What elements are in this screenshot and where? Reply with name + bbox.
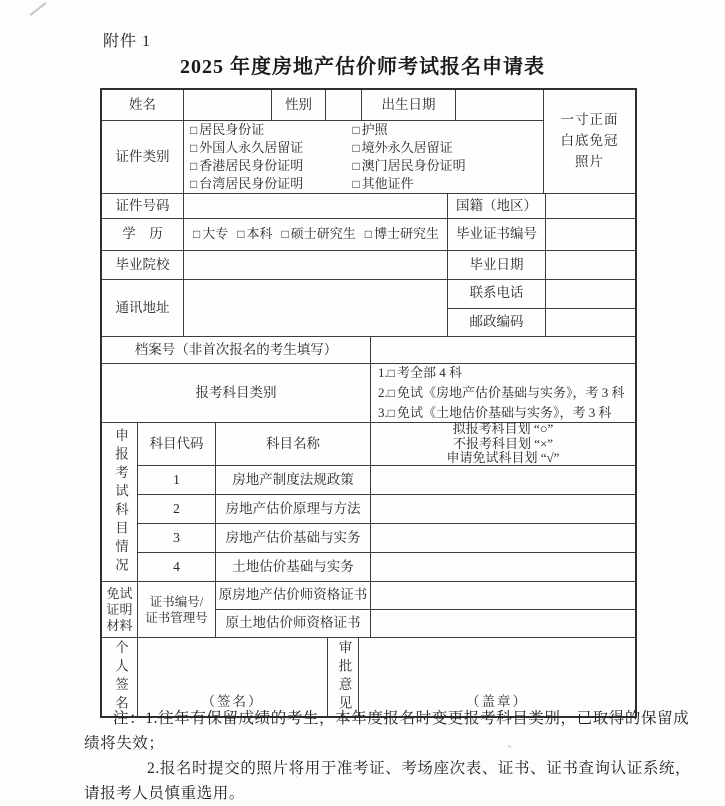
id-number-value-cell bbox=[184, 194, 448, 218]
exemption-row bbox=[216, 582, 635, 610]
phone-label: 联系电话 bbox=[448, 280, 546, 308]
id-option-label: 其他证件 bbox=[361, 176, 414, 191]
id-type-options-cell bbox=[184, 121, 543, 193]
archive-row bbox=[102, 337, 635, 364]
id-option-label: 香港居民身份证明 bbox=[199, 158, 304, 173]
attachment-label: 附件 1 bbox=[103, 33, 152, 50]
edu-option-label: 博士研究生 bbox=[374, 226, 440, 242]
subject-row bbox=[138, 495, 635, 524]
category-label: 报考科目类别 bbox=[102, 364, 371, 422]
certificate-number-line: 证书编号/ bbox=[149, 594, 204, 609]
exemption-cert-value-cell bbox=[371, 610, 635, 637]
address-label: 通讯地址 bbox=[102, 280, 184, 336]
id-number-label: 证件号码 bbox=[102, 194, 184, 218]
photo-box-line: 白底免冠 bbox=[560, 133, 619, 149]
id-type-row bbox=[102, 121, 543, 193]
education-row bbox=[102, 219, 635, 251]
birth-date-value-cell bbox=[456, 90, 543, 120]
footer-notes bbox=[84, 706, 702, 806]
checkbox-icon: □ bbox=[387, 366, 395, 380]
option-prefix: 2. bbox=[378, 385, 388, 400]
subject-name: 房地产估价原理与方法 bbox=[216, 495, 371, 523]
marking-note-line: 拟报考科目划 “○” bbox=[452, 421, 554, 437]
marking-note-line: 申请免试科目划 “√” bbox=[446, 450, 560, 466]
subject-code: 4 bbox=[138, 553, 216, 581]
subject-name: 土地估价基础与实务 bbox=[216, 553, 371, 581]
phone-row bbox=[448, 280, 635, 309]
exemption-side-line: 证明 bbox=[106, 601, 133, 617]
id-number-row bbox=[102, 194, 635, 219]
category-option-exempt-land bbox=[378, 403, 612, 423]
id-option-label: 境外永久居留证 bbox=[361, 140, 453, 155]
edu-option-college bbox=[193, 226, 228, 242]
school-label: 毕业院校 bbox=[102, 251, 184, 279]
checkbox-icon: □ bbox=[352, 141, 360, 155]
school-value-cell bbox=[184, 251, 448, 279]
subject-mark-cell bbox=[371, 553, 635, 581]
id-option-label: 澳门居民身份证明 bbox=[361, 158, 466, 173]
id-option-label: 护照 bbox=[361, 122, 388, 137]
signature-hint: （签名） bbox=[201, 694, 264, 710]
subject-name: 房地产估价基础与实务 bbox=[216, 524, 371, 552]
id-option-taiwan bbox=[190, 175, 352, 193]
certificate-number-label bbox=[138, 582, 216, 637]
edu-option-label: 大专 bbox=[202, 226, 229, 242]
subjects-side-label: 申报考试科目情况 bbox=[102, 423, 138, 581]
stamp-hint: （盖章） bbox=[466, 694, 528, 710]
edu-option-bachelor bbox=[237, 226, 272, 242]
subject-code-header: 科目代码 bbox=[138, 423, 216, 465]
edu-option-doctor bbox=[365, 226, 439, 242]
subject-marking-note bbox=[371, 423, 635, 465]
option-label: 免试《房地产估价基础与实务》，考 3 科 bbox=[397, 385, 625, 400]
checkbox-icon: □ bbox=[190, 141, 198, 155]
postcode-value-cell bbox=[546, 309, 635, 337]
approval-opinion-label: 审批意见 bbox=[328, 638, 359, 716]
id-option-overseas-permanent bbox=[352, 139, 543, 157]
exemption-cert-label: 原房地产估价师资格证书 bbox=[216, 582, 371, 609]
archive-label: 档案号（非首次报名的考生填写） bbox=[102, 337, 371, 363]
exemption-cert-label: 原土地估价师资格证书 bbox=[216, 610, 371, 637]
checkbox-icon: □ bbox=[364, 227, 373, 242]
certificate-number-line: 证书管理号 bbox=[145, 610, 208, 625]
subject-row bbox=[138, 466, 635, 495]
id-option-foreign-permanent bbox=[190, 139, 352, 157]
option-label: 免试《土地估价基础与实务》，考 3 科 bbox=[397, 405, 612, 420]
category-option-all-four bbox=[378, 363, 462, 383]
address-value-cell bbox=[184, 280, 448, 336]
grad-date-value-cell bbox=[546, 251, 635, 279]
birth-date-label: 出生日期 bbox=[362, 90, 456, 120]
subject-code: 3 bbox=[138, 524, 216, 552]
option-prefix: 1. bbox=[378, 365, 388, 380]
postcode-row bbox=[448, 309, 635, 337]
note-2: 2.报名时提交的照片将用于准考证、考场座次表、证书、证书查询认证系统，请报考人员慎重选用。 bbox=[84, 760, 692, 802]
subject-code: 1 bbox=[138, 466, 216, 494]
photo-box-line: 照片 bbox=[575, 153, 604, 169]
id-option-hongkong bbox=[190, 157, 352, 175]
photo-box-line: 一寸正面 bbox=[560, 112, 619, 128]
subject-mark-cell bbox=[371, 466, 635, 494]
checkbox-icon: □ bbox=[352, 177, 360, 191]
edu-option-master bbox=[282, 226, 356, 242]
subject-code: 2 bbox=[138, 495, 216, 523]
subject-mark-cell bbox=[371, 495, 635, 523]
checkbox-icon: □ bbox=[190, 177, 198, 191]
header-left-column bbox=[102, 90, 544, 193]
id-type-options-grid bbox=[190, 121, 543, 193]
note-1: 注：1.往年有保留成绩的考生，本年度报名时变更报考科目类别，已取得的保留成绩将失效； bbox=[84, 710, 690, 752]
checkbox-icon: □ bbox=[190, 123, 198, 137]
option-prefix: 3. bbox=[378, 405, 388, 420]
archive-value-cell bbox=[371, 337, 635, 363]
postcode-label: 邮政编码 bbox=[448, 309, 546, 337]
id-option-other bbox=[352, 175, 543, 193]
nationality-label: 国籍（地区） bbox=[448, 194, 546, 218]
option-label: 考全部 4 科 bbox=[397, 365, 463, 380]
checkbox-icon: □ bbox=[352, 123, 360, 137]
contact-column bbox=[448, 280, 635, 336]
id-option-macau bbox=[352, 157, 543, 175]
education-label: 学 历 bbox=[102, 219, 184, 250]
exemption-rows-column bbox=[216, 582, 635, 637]
exemption-side-line: 免试 bbox=[106, 585, 133, 601]
exemption-row bbox=[216, 610, 635, 637]
nationality-value-cell bbox=[546, 194, 635, 218]
edu-option-label: 硕士研究生 bbox=[290, 226, 356, 242]
address-row-group bbox=[102, 280, 635, 337]
category-option-exempt-realestate bbox=[378, 383, 625, 403]
phone-value-cell bbox=[546, 280, 635, 308]
grad-date-label: 毕业日期 bbox=[448, 251, 546, 279]
exemption-side-line: 材料 bbox=[106, 617, 133, 633]
name-value-cell bbox=[184, 90, 272, 120]
name-row bbox=[102, 90, 543, 121]
education-options-cell bbox=[184, 219, 448, 250]
header-row-group bbox=[102, 90, 635, 194]
stamp-area bbox=[359, 638, 635, 716]
gender-label: 性别 bbox=[272, 90, 326, 120]
marking-note-line: 不报考科目划 “×” bbox=[452, 435, 554, 451]
exemption-cert-value-cell bbox=[371, 582, 635, 609]
photo-box bbox=[544, 90, 635, 193]
subject-row bbox=[138, 524, 635, 553]
page-title: 2025 年度房地产估价师考试报名申请表 bbox=[180, 56, 545, 78]
checkbox-icon: □ bbox=[237, 227, 245, 242]
subject-mark-cell bbox=[371, 524, 635, 552]
gender-value-cell bbox=[326, 90, 362, 120]
checkbox-icon: □ bbox=[352, 159, 360, 173]
checkbox-icon: □ bbox=[387, 386, 395, 400]
edu-option-label: 本科 bbox=[246, 226, 273, 242]
school-row bbox=[102, 251, 635, 280]
personal-signature-label: 个人签名 bbox=[102, 638, 138, 716]
subjects-table-column bbox=[138, 423, 635, 581]
signature-section bbox=[102, 638, 635, 716]
category-options-cell bbox=[371, 364, 635, 422]
diploma-number-value-cell bbox=[546, 219, 635, 250]
exemption-side-label bbox=[102, 582, 138, 637]
scan-artifact bbox=[30, 2, 47, 16]
signature-area bbox=[138, 638, 328, 716]
exemption-section bbox=[102, 582, 635, 638]
id-type-label: 证件类别 bbox=[102, 121, 184, 193]
id-option-label: 台湾居民身份证明 bbox=[199, 176, 304, 191]
subject-name: 房地产制度法规政策 bbox=[216, 466, 371, 494]
subjects-section bbox=[102, 423, 635, 582]
checkbox-icon: □ bbox=[387, 406, 395, 420]
subjects-header-row bbox=[138, 423, 635, 466]
subject-name-header: 科目名称 bbox=[216, 423, 371, 465]
category-row bbox=[102, 364, 635, 423]
id-option-passport bbox=[352, 121, 543, 139]
id-option-label: 居民身份证 bbox=[199, 122, 265, 137]
checkbox-icon: □ bbox=[193, 227, 201, 242]
id-option-resident-id bbox=[190, 121, 352, 139]
application-form-table bbox=[100, 88, 637, 718]
checkbox-icon: □ bbox=[281, 227, 289, 242]
id-option-label: 外国人永久居留证 bbox=[199, 140, 304, 155]
diploma-number-label: 毕业证书编号 bbox=[448, 219, 546, 250]
name-label: 姓名 bbox=[102, 90, 184, 120]
checkbox-icon: □ bbox=[190, 159, 198, 173]
subject-row bbox=[138, 553, 635, 581]
